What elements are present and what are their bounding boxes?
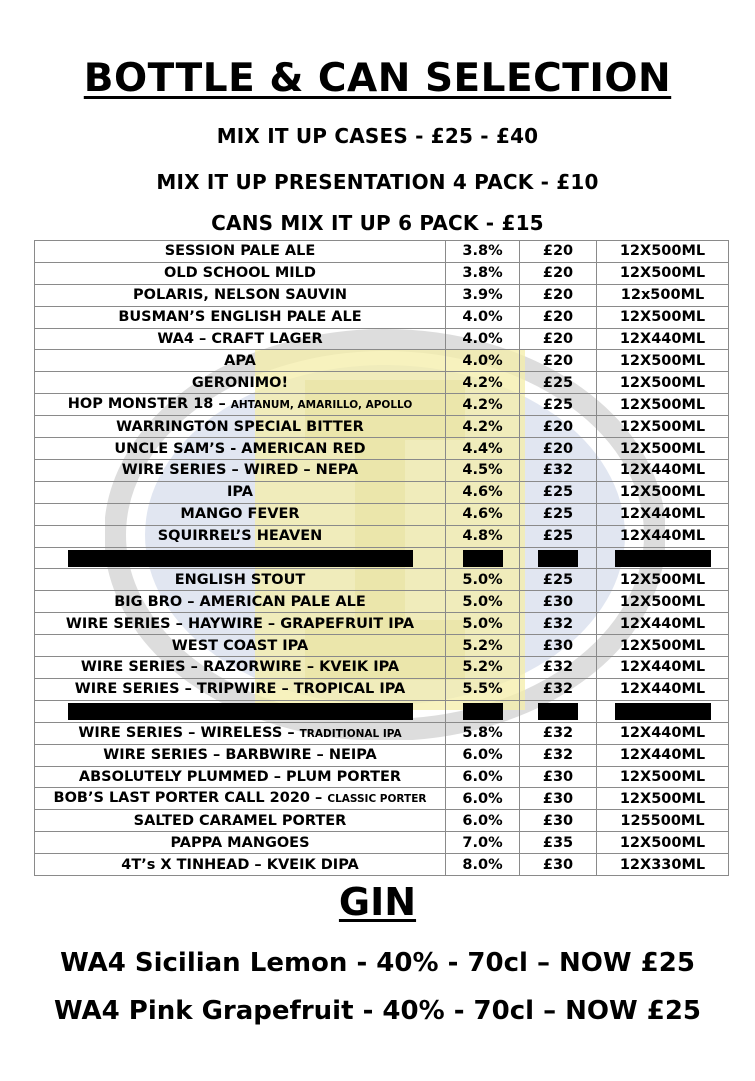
beer-row [35, 591, 729, 613]
beer-abv: 5.0% [446, 591, 520, 613]
beer-row [35, 460, 729, 482]
beer-abv: 4.6% [446, 503, 520, 525]
beer-row [35, 657, 729, 679]
beer-size: 12X500ML [597, 416, 729, 438]
redaction-block [538, 550, 578, 567]
beer-abv: 4.2% [446, 394, 520, 416]
beer-size: 12X440ML [597, 722, 729, 744]
beer-price: £25 [520, 503, 597, 525]
beer-price: £20 [520, 438, 597, 460]
beer-name: BIG BRO – AMERICAN PALE ALE [35, 591, 446, 613]
gin-item-grapefruit: WA4 Pink Grapefruit - 40% - 70cl – NOW £25 [53, 996, 702, 1026]
beer-row [35, 635, 729, 657]
beer-price: £20 [520, 416, 597, 438]
beer-row [35, 525, 729, 547]
redacted-row [35, 700, 729, 722]
beer-row [35, 744, 729, 766]
beer-abv: 3.8% [446, 262, 520, 284]
beer-name: SQUIRREL’S HEAVEN [35, 525, 446, 547]
beer-name: ABSOLUTELY PLUMMED – PLUM PORTER [35, 766, 446, 788]
redacted-row [35, 547, 729, 569]
redaction-block [68, 703, 413, 720]
redaction-block [615, 703, 711, 720]
beer-name: WEST COAST IPA [35, 635, 446, 657]
beer-abv: 6.0% [446, 766, 520, 788]
beer-size: 12X500ML [597, 832, 729, 854]
beer-name: SALTED CARAMEL PORTER [35, 810, 446, 832]
beer-name: WIRE SERIES – BARBWIRE – NEIPA [35, 744, 446, 766]
beer-abv: 5.0% [446, 569, 520, 591]
beer-name: IPA [35, 481, 446, 503]
redaction-bar [597, 700, 729, 722]
beer-size: 125500ML [597, 810, 729, 832]
redaction-bar [520, 700, 597, 722]
beer-abv: 4.6% [446, 481, 520, 503]
redaction-bar [446, 700, 520, 722]
beer-size: 12X500ML [597, 788, 729, 810]
beer-name: APA [35, 350, 446, 372]
beer-abv: 4.5% [446, 460, 520, 482]
beer-row [35, 438, 729, 460]
beer-abv: 8.0% [446, 854, 520, 876]
beer-note: CLASSIC PORTER [327, 793, 427, 806]
beer-name: WARRINGTON SPECIAL BITTER [35, 416, 446, 438]
beer-name: SESSION PALE ALE [35, 241, 446, 263]
beer-name: WIRE SERIES – WIRED – NEPA [35, 460, 446, 482]
beer-abv: 4.2% [446, 416, 520, 438]
offer-presentation-pack: MIX IT UP PRESENTATION 4 PACK - £10 [156, 170, 599, 194]
beer-row [35, 503, 729, 525]
beer-name: WIRE SERIES – RAZORWIRE – KVEIK IPA [35, 657, 446, 679]
beer-name: BOB’S LAST PORTER CALL 2020 – CLASSIC PORTER [35, 788, 446, 810]
beer-price: £30 [520, 788, 597, 810]
beer-row [35, 416, 729, 438]
beer-size: 12X440ML [597, 678, 729, 700]
beer-abv: 5.0% [446, 613, 520, 635]
beer-abv: 3.9% [446, 284, 520, 306]
beer-name: BUSMAN’S ENGLISH PALE ALE [35, 306, 446, 328]
beer-name: OLD SCHOOL MILD [35, 262, 446, 284]
beer-size: 12X500ML [597, 306, 729, 328]
beer-price: £20 [520, 262, 597, 284]
beer-size: 12X500ML [597, 635, 729, 657]
beer-size: 12X500ML [597, 481, 729, 503]
beer-abv: 6.0% [446, 788, 520, 810]
beer-price: £20 [520, 241, 597, 263]
page-title: BOTTLE & CAN SELECTION [83, 56, 672, 101]
beer-price: £20 [520, 350, 597, 372]
redaction-block [615, 550, 711, 567]
beer-row [35, 678, 729, 700]
beer-row [35, 788, 729, 810]
redaction-bar [35, 700, 446, 722]
beer-abv: 5.8% [446, 722, 520, 744]
beer-size: 12X500ML [597, 591, 729, 613]
beer-row [35, 284, 729, 306]
beer-row [35, 810, 729, 832]
beer-table [34, 240, 729, 876]
beer-name: UNCLE SAM’S - AMERICAN RED [35, 438, 446, 460]
beer-row [35, 569, 729, 591]
beer-price: £25 [520, 481, 597, 503]
beer-row [35, 241, 729, 263]
beer-price: £32 [520, 722, 597, 744]
beer-size: 12X500ML [597, 241, 729, 263]
beer-size: 12X500ML [597, 350, 729, 372]
beer-abv: 7.0% [446, 832, 520, 854]
beer-name: MANGO FEVER [35, 503, 446, 525]
redaction-bar [520, 547, 597, 569]
beer-size: 12X440ML [597, 525, 729, 547]
beer-abv: 3.8% [446, 241, 520, 263]
beer-row [35, 766, 729, 788]
beer-price: £32 [520, 460, 597, 482]
beer-abv: 4.0% [446, 328, 520, 350]
beer-price: £30 [520, 854, 597, 876]
beer-size: 12X440ML [597, 460, 729, 482]
beer-price: £35 [520, 832, 597, 854]
beer-size: 12X440ML [597, 503, 729, 525]
beer-size: 12X500ML [597, 569, 729, 591]
beer-abv: 4.0% [446, 350, 520, 372]
beer-size: 12X440ML [597, 613, 729, 635]
beer-abv: 5.2% [446, 635, 520, 657]
beer-abv: 4.4% [446, 438, 520, 460]
beer-row [35, 722, 729, 744]
beer-price: £20 [520, 328, 597, 350]
redaction-block [538, 703, 578, 720]
beer-size: 12X500ML [597, 438, 729, 460]
beer-price: £30 [520, 766, 597, 788]
beer-price: £30 [520, 810, 597, 832]
beer-price: £32 [520, 613, 597, 635]
beer-name: POLARIS, NELSON SAUVIN [35, 284, 446, 306]
beer-abv: 4.8% [446, 525, 520, 547]
beer-name: GERONIMO! [35, 372, 446, 394]
beer-size: 12X440ML [597, 328, 729, 350]
beer-price: £32 [520, 657, 597, 679]
beer-name: ENGLISH STOUT [35, 569, 446, 591]
beer-row [35, 372, 729, 394]
beer-size: 12X440ML [597, 744, 729, 766]
offer-cases: MIX IT UP CASES - £25 - £40 [216, 124, 539, 148]
beer-size: 12X330ML [597, 854, 729, 876]
beer-name: PAPPA MANGOES [35, 832, 446, 854]
beer-row [35, 481, 729, 503]
beer-size: 12X440ML [597, 657, 729, 679]
beer-price: £30 [520, 591, 597, 613]
beer-name: WIRE SERIES – HAYWIRE – GRAPEFRUIT IPA [35, 613, 446, 635]
beer-row [35, 613, 729, 635]
beer-price: £25 [520, 569, 597, 591]
offer-cans-pack: CANS MIX IT UP 6 PACK - £15 [211, 211, 544, 235]
beer-size: 12X500ML [597, 394, 729, 416]
beer-abv: 5.2% [446, 657, 520, 679]
beer-row [35, 328, 729, 350]
beer-price: £25 [520, 525, 597, 547]
beer-size: 12x500ML [597, 284, 729, 306]
beer-price: £32 [520, 678, 597, 700]
redaction-bar [35, 547, 446, 569]
beer-size: 12X500ML [597, 262, 729, 284]
beer-name: 4T’s X TINHEAD – KVEIK DIPA [35, 854, 446, 876]
beer-name: HOP MONSTER 18 – AHTANUM, AMARILLO, APOLLO [35, 394, 446, 416]
beer-row [35, 394, 729, 416]
beer-note: TRADITIONAL IPA [299, 727, 402, 740]
beer-abv: 6.0% [446, 810, 520, 832]
beer-price: £32 [520, 744, 597, 766]
beer-note: AHTANUM, AMARILLO, APOLLO [230, 399, 413, 412]
redaction-bar [446, 547, 520, 569]
beer-price: £20 [520, 306, 597, 328]
redaction-bar [597, 547, 729, 569]
beer-row [35, 832, 729, 854]
beer-row [35, 350, 729, 372]
beer-abv: 5.5% [446, 678, 520, 700]
redaction-block [463, 550, 503, 567]
beer-row [35, 262, 729, 284]
beer-name: WA4 – CRAFT LAGER [35, 328, 446, 350]
beer-price: £20 [520, 284, 597, 306]
beer-price: £30 [520, 635, 597, 657]
beer-size: 12X500ML [597, 766, 729, 788]
beer-price: £25 [520, 394, 597, 416]
gin-item-lemon: WA4 Sicilian Lemon - 40% - 70cl – NOW £25 [60, 948, 695, 978]
gin-heading: GIN [338, 880, 417, 924]
redaction-block [463, 703, 503, 720]
beer-name: WIRE SERIES – WIRELESS – TRADITIONAL IPA [35, 722, 446, 744]
beer-name: WIRE SERIES – TRIPWIRE – TROPICAL IPA [35, 678, 446, 700]
redaction-block [68, 550, 413, 567]
beer-abv: 4.0% [446, 306, 520, 328]
beer-row [35, 854, 729, 876]
beer-abv: 6.0% [446, 744, 520, 766]
beer-abv: 4.2% [446, 372, 520, 394]
beer-price: £25 [520, 372, 597, 394]
beer-row [35, 306, 729, 328]
beer-size: 12X500ML [597, 372, 729, 394]
